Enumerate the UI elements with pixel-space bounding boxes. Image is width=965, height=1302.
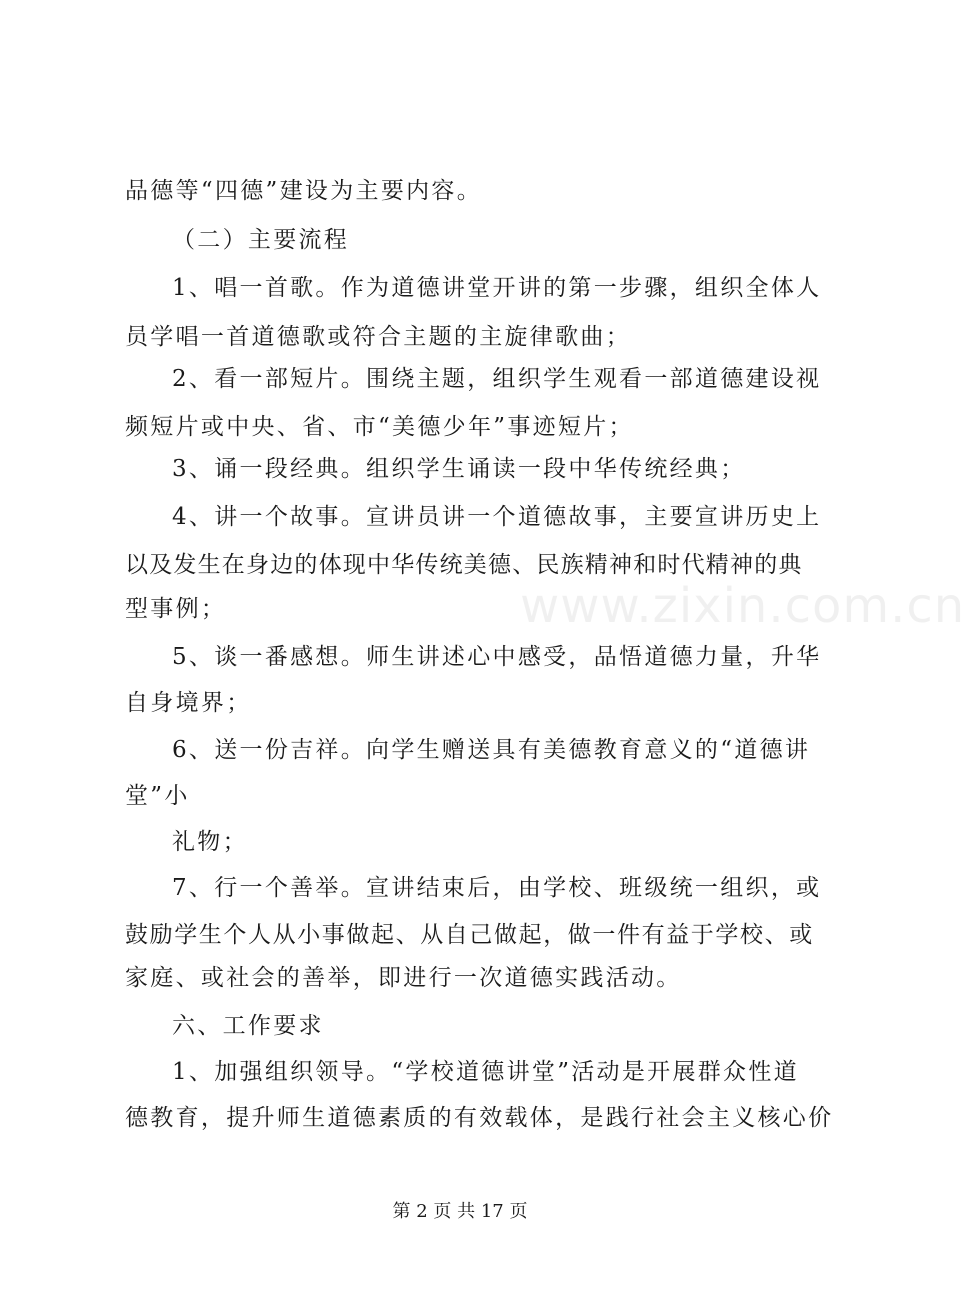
text-line: 2、看一部短片。围绕主题，组织学生观看一部道德建设视 xyxy=(172,366,822,392)
text-line: 型事例； xyxy=(125,596,227,622)
text-line: 鼓励学生个人从小事做起、从自己做起，做一件有益于学校、或 xyxy=(125,922,814,948)
section-heading: 六、工作要求 xyxy=(172,1013,324,1039)
text-line: 员学唱一首道德歌或符合主题的主旋律歌曲； xyxy=(125,324,631,350)
text-line: 品德等“四德”建设为主要内容。 xyxy=(125,178,483,204)
text-line: 自身境界； xyxy=(125,690,252,716)
text-line: 6、送一份吉祥。向学生赠送具有美德教育意义的“道德讲 xyxy=(172,737,811,763)
section-heading: （二）主要流程 xyxy=(172,227,350,253)
text-line: 以及发生在身边的体现中华传统美德、民族精神和时代精神的典 xyxy=(125,552,803,578)
text-line: 5、谈一番感想。师生讲述心中感受，品悟道德力量，升华 xyxy=(172,644,822,670)
text-line: 堂”小 xyxy=(125,783,190,809)
text-line: 1、唱一首歌。作为道德讲堂开讲的第一步骤，组织全体人 xyxy=(172,275,822,301)
text-line: 3、诵一段经典。组织学生诵读一段中华传统经典； xyxy=(172,456,746,482)
text-line: 德教育，提升师生道德素质的有效载体，是践行社会主义核心价 xyxy=(125,1105,834,1131)
text-line: 7、行一个善举。宣讲结束后，由学校、班级统一组织，或 xyxy=(172,875,822,901)
text-line: 1、加强组织领导。“学校道德讲堂”活动是开展群众性道 xyxy=(172,1059,799,1085)
page-footer: 第 2 页 共 17 页 xyxy=(392,1201,528,1222)
text-line: 4、讲一个故事。宣讲员讲一个道德故事，主要宣讲历史上 xyxy=(172,504,822,530)
text-line: 频短片或中央、省、市“美德少年”事迹短片； xyxy=(125,414,634,440)
text-line: 家庭、或社会的善举，即进行一次道德实践活动。 xyxy=(125,965,682,991)
text-line: 礼物； xyxy=(172,829,248,855)
watermark: www.zixin.com.cn xyxy=(520,578,965,634)
